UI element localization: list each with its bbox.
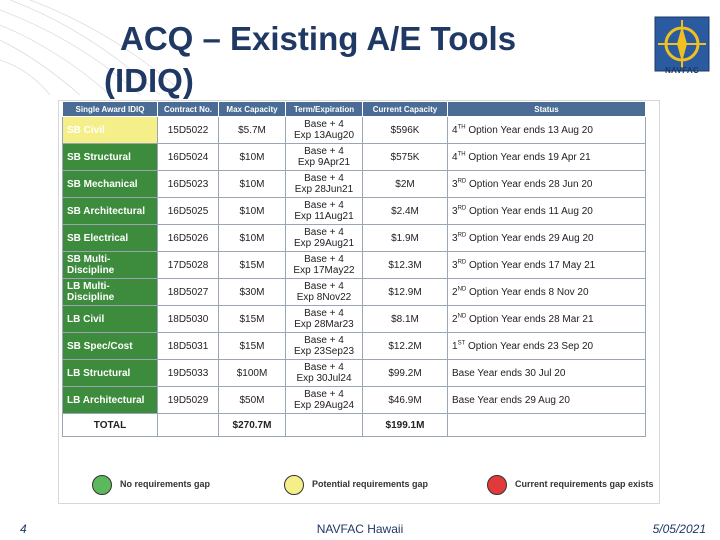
- row-contract: 18D5027: [158, 279, 219, 306]
- navfac-logo-text: NAVFAC: [664, 66, 700, 75]
- footer-org: NAVFAC Hawaii: [316, 522, 404, 536]
- table-row: [63, 117, 646, 144]
- row-max-capacity: $5.7M: [219, 117, 286, 144]
- row-current-capacity: $99.2M: [363, 360, 448, 387]
- row-name: LB Multi-Discipline: [63, 279, 158, 306]
- table-row: [63, 306, 646, 333]
- row-contract: 18D5031: [158, 333, 219, 360]
- row-status-suffix: ST: [457, 340, 466, 347]
- red-circle-icon: [487, 475, 507, 495]
- row-max-capacity: $15M: [219, 333, 286, 360]
- row-contract: 16D5026: [158, 225, 219, 252]
- row-current-capacity: $12.2M: [363, 333, 448, 360]
- row-name: LB Structural: [63, 360, 158, 387]
- row-contract: 15D5022: [158, 117, 219, 144]
- row-term: [286, 225, 363, 252]
- row-status-suffix: TH: [457, 124, 466, 131]
- row-term-line2: Exp 13Aug20: [293, 130, 355, 141]
- row-status-text: Option Year ends 28 Jun 20: [466, 178, 593, 190]
- idiq-table: [62, 101, 646, 437]
- row-term: [286, 171, 363, 198]
- row-term-line1: Base + 4: [304, 119, 344, 130]
- row-contract: 18D5030: [158, 306, 219, 333]
- row-max-capacity: $10M: [219, 171, 286, 198]
- row-term-line2: Exp 9Apr21: [297, 157, 351, 168]
- row-max-capacity: $50M: [219, 387, 286, 414]
- row-term: [286, 198, 363, 225]
- table-row: [63, 360, 646, 387]
- row-status-suffix: RD: [457, 205, 467, 212]
- row-max-capacity: $15M: [219, 306, 286, 333]
- row-status-text: Option Year ends 8 Nov 20: [466, 286, 589, 298]
- row-name: LB Architectural: [63, 387, 158, 414]
- row-max-capacity: $15M: [219, 252, 286, 279]
- row-status-num: 3: [452, 259, 458, 271]
- row-term: [286, 387, 363, 414]
- row-max-capacity: $10M: [219, 144, 286, 171]
- legend-label: Current requirements gap exists: [515, 479, 654, 489]
- row-status: [448, 279, 646, 306]
- row-term-line1: Base + 4: [304, 362, 344, 373]
- row-term: [286, 144, 363, 171]
- row-term-line2: Exp 29Aug21: [293, 238, 355, 249]
- row-term-line2: Exp 28Mar23: [294, 319, 354, 330]
- slide-title-line2: (IDIQ): [104, 62, 194, 99]
- row-status-text: Option Year ends 23 Sep 20: [465, 340, 594, 352]
- header-status: Status: [448, 102, 646, 117]
- total-empty: [286, 414, 363, 437]
- row-name: SB Electrical: [63, 225, 158, 252]
- row-status-num: 2: [452, 286, 458, 298]
- row-term-line2: Exp 23Sep23: [293, 346, 355, 357]
- legend-label: Potential requirements gap: [312, 479, 429, 489]
- row-status: [448, 252, 646, 279]
- row-status: [448, 117, 646, 144]
- row-status-num: 2: [452, 313, 458, 325]
- row-contract: 16D5025: [158, 198, 219, 225]
- header-max-capacity: Max Capacity: [219, 102, 286, 117]
- row-term-line1: Base + 4: [304, 308, 344, 319]
- header-term-expiration: Term/Expiration: [286, 102, 363, 117]
- header-current-capacity: Current Capacity: [363, 102, 448, 117]
- row-term-line1: Base + 4: [304, 389, 344, 400]
- row-term: [286, 360, 363, 387]
- row-current-capacity: $575K: [363, 144, 448, 171]
- row-status: [448, 387, 646, 414]
- table-row: [63, 279, 646, 306]
- row-max-capacity: $10M: [219, 198, 286, 225]
- header-single-award: Single Award IDIQ: [63, 102, 158, 117]
- row-term-line1: Base + 4: [304, 281, 344, 292]
- row-status-num: 3: [452, 205, 458, 217]
- row-contract: 16D5024: [158, 144, 219, 171]
- row-name: SB Multi-Discipline: [63, 252, 158, 279]
- total-label: TOTAL: [63, 414, 158, 437]
- row-term: [286, 333, 363, 360]
- row-status: [448, 306, 646, 333]
- row-name: SB Structural: [63, 144, 158, 171]
- slide-title-line1: ACQ – Existing A/E Tools: [120, 20, 517, 57]
- row-current-capacity: $8.1M: [363, 306, 448, 333]
- row-status: [448, 225, 646, 252]
- row-name: SB Civil: [63, 117, 158, 144]
- page-number: 4: [20, 522, 27, 536]
- row-term: [286, 252, 363, 279]
- row-term-line2: Exp 11Aug21: [294, 211, 354, 222]
- row-term-line1: Base + 4: [304, 173, 344, 184]
- row-status: [448, 360, 646, 387]
- row-status-num: 4: [452, 124, 458, 136]
- row-term: [286, 306, 363, 333]
- table-row: [63, 171, 646, 198]
- row-contract: 16D5023: [158, 171, 219, 198]
- row-max-capacity: $10M: [219, 225, 286, 252]
- total-empty: [448, 414, 646, 437]
- table-row: [63, 252, 646, 279]
- row-max-capacity: $100M: [219, 360, 286, 387]
- row-status: [448, 333, 646, 360]
- row-status-num: 3: [452, 178, 458, 190]
- row-status: [448, 171, 646, 198]
- header-contract-no: Contract No.: [158, 102, 219, 117]
- row-max-capacity: $30M: [219, 279, 286, 306]
- row-status-num: 3: [452, 232, 458, 244]
- row-current-capacity: $12.9M: [363, 279, 448, 306]
- table-row: [63, 333, 646, 360]
- table-row: [63, 225, 646, 252]
- row-current-capacity: $46.9M: [363, 387, 448, 414]
- row-status-text: Option Year ends 17 May 21: [466, 259, 596, 271]
- total-max-capacity: $270.7M: [219, 414, 286, 437]
- row-status-text: Option Year ends 11 Aug 20: [466, 205, 593, 217]
- row-status-text: Option Year ends 13 Aug 20: [465, 124, 593, 136]
- total-current-capacity: $199.1M: [363, 414, 448, 437]
- row-term-line1: Base + 4: [304, 227, 344, 238]
- green-circle-icon: [92, 475, 112, 495]
- row-term-line1: Base + 4: [304, 146, 344, 157]
- row-status-text: Option Year ends 19 Apr 21: [465, 151, 591, 163]
- row-status-text: Base Year ends 30 Jul 20: [452, 367, 566, 379]
- yellow-circle-icon: [284, 475, 304, 495]
- row-term: [286, 117, 363, 144]
- row-status-suffix: RD: [457, 259, 467, 266]
- row-status-text: Base Year ends 29 Aug 20: [452, 394, 570, 406]
- row-contract: 19D5033: [158, 360, 219, 387]
- row-contract: 19D5029: [158, 387, 219, 414]
- table-header-row: [63, 102, 646, 117]
- row-status-text: Option Year ends 28 Mar 21: [466, 313, 594, 325]
- row-current-capacity: $12.3M: [363, 252, 448, 279]
- row-status-text: Option Year ends 29 Aug 20: [466, 232, 594, 244]
- row-term: [286, 279, 363, 306]
- row-current-capacity: $1.9M: [363, 225, 448, 252]
- row-contract: 17D5028: [158, 252, 219, 279]
- row-name: SB Spec/Cost: [63, 333, 158, 360]
- legend-label: No requirements gap: [120, 479, 211, 489]
- row-name: SB Architectural: [63, 198, 158, 225]
- total-empty: [158, 414, 219, 437]
- slide-title: [104, 18, 604, 102]
- row-name: SB Mechanical: [63, 171, 158, 198]
- row-status-num: 4: [452, 151, 458, 163]
- row-status-num: 1: [452, 340, 458, 352]
- table-row: [63, 198, 646, 225]
- row-term-line2: Exp 28Jun21: [294, 184, 354, 195]
- row-current-capacity: $2M: [363, 171, 448, 198]
- row-name: LB Civil: [63, 306, 158, 333]
- row-term-line2: Exp 17May22: [293, 265, 355, 276]
- table-row: [63, 387, 646, 414]
- row-term-line1: Base + 4: [304, 254, 344, 265]
- row-status: [448, 144, 646, 171]
- table-row: [63, 144, 646, 171]
- table-total-row: [63, 414, 646, 437]
- footer-date: 5/05/2021: [652, 522, 706, 536]
- row-term-line1: Base + 4: [304, 200, 344, 211]
- row-term-line2: Exp 30Jul24: [296, 373, 352, 384]
- row-term-line1: Base + 4: [304, 335, 344, 346]
- row-status-suffix: ND: [457, 286, 467, 293]
- row-current-capacity: $2.4M: [363, 198, 448, 225]
- row-status: [448, 198, 646, 225]
- row-current-capacity: $596K: [363, 117, 448, 144]
- row-status-suffix: ND: [457, 313, 467, 320]
- row-status-suffix: RD: [457, 232, 467, 239]
- table-body: [63, 117, 646, 437]
- row-status-suffix: TH: [457, 151, 466, 158]
- row-term-line2: Exp 8Nov22: [296, 292, 352, 303]
- row-term-line2: Exp 29Aug24: [293, 400, 355, 411]
- row-status-suffix: RD: [457, 178, 467, 185]
